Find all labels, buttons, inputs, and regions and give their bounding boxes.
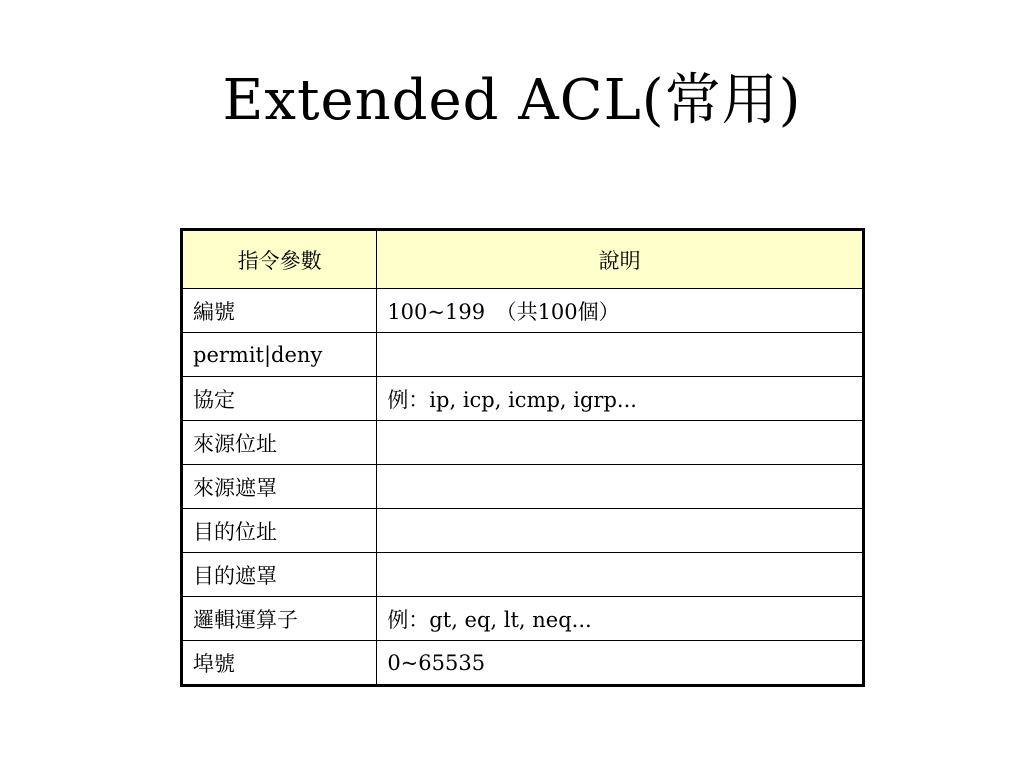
param-cell: 目的位址	[182, 509, 377, 553]
acl-parameter-table	[180, 228, 865, 687]
table-row	[182, 289, 864, 333]
desc-cell: 0~65535	[377, 641, 864, 686]
table-row	[182, 509, 864, 553]
param-cell: 邏輯運算子	[182, 597, 377, 641]
table-row	[182, 597, 864, 641]
header-desc: 說明	[377, 230, 864, 289]
param-cell: 埠號	[182, 641, 377, 686]
param-cell: 來源遮罩	[182, 465, 377, 509]
table-header-row	[182, 230, 864, 289]
desc-cell	[377, 421, 864, 465]
desc-cell	[377, 333, 864, 377]
table-row	[182, 421, 864, 465]
param-cell: 目的遮罩	[182, 553, 377, 597]
param-cell: 協定	[182, 377, 377, 421]
desc-cell: 100~199 （共100個）	[377, 289, 864, 333]
table-row	[182, 641, 864, 686]
header-param: 指令參數	[182, 230, 377, 289]
table-row	[182, 333, 864, 377]
desc-cell	[377, 465, 864, 509]
desc-cell	[377, 553, 864, 597]
desc-cell: 例：gt, eq, lt, neq...	[377, 597, 864, 641]
table-row	[182, 465, 864, 509]
param-cell: 來源位址	[182, 421, 377, 465]
table-row	[182, 377, 864, 421]
table-row	[182, 553, 864, 597]
slide-title: Extended ACL(常用)	[222, 68, 802, 133]
param-cell: 編號	[182, 289, 377, 333]
param-cell: permit|deny	[182, 333, 377, 377]
desc-cell: 例：ip, icp, icmp, igrp...	[377, 377, 864, 421]
desc-cell	[377, 509, 864, 553]
